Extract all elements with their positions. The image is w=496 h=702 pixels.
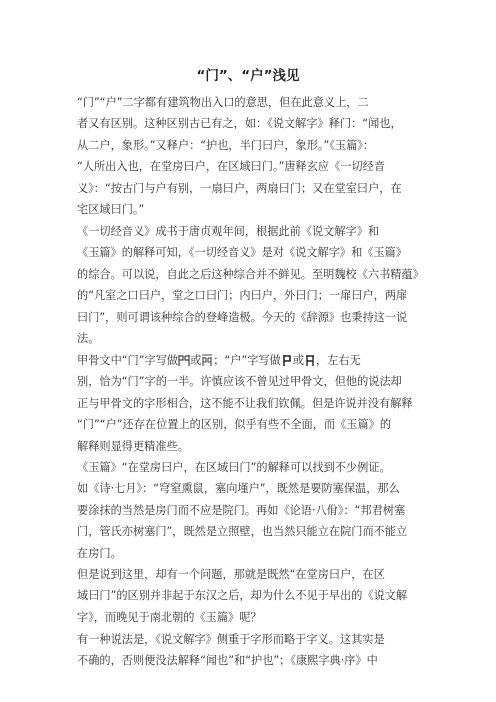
oracle-bone-hu-variant-glyph-icon — [304, 354, 316, 367]
text-line: 如《诗·七月》：“穹窒熏鼠，塞向墐户”，既然是要防塞保温，那么 — [77, 482, 400, 496]
text-line: “人所出入也，在堂房曰户，在区域曰门。”唐释玄应《一切经音 — [77, 160, 386, 174]
line-text-pre: 甲骨文中“门”字写做 — [77, 354, 179, 367]
paragraph-1 — [77, 92, 427, 220]
text-line: 门，管氏亦树塞门”，既然是立照壁，也当然只能立在院门而不能立 — [77, 525, 408, 539]
line-text-mid: ；“户”字写做 — [213, 354, 281, 367]
paragraph-5 — [77, 564, 427, 628]
text-line: 字》，而晚见于南北朝的《玉篇》呢？ — [77, 610, 262, 624]
text-line: 域曰门”的区别并非起于东汉之后，却为什么不见于早出的《说文解 — [77, 589, 408, 603]
text-line: 《玉篇》“在堂房曰户，在区域曰门”的解释可以找到不少例证。 — [77, 461, 391, 474]
oracle-bone-men-variant-glyph-icon — [201, 354, 213, 367]
paragraph-4 — [77, 457, 427, 564]
line-text-or: 或 — [190, 354, 202, 367]
text-line: “门”“户”二字都有建筑物出入口的意思，但在此意义上，二 — [77, 96, 369, 109]
text-line: 从二户，象形。”又释户：“护也，半门曰户，象形。”《玉篇》： — [77, 138, 375, 152]
text-line: 解释则显得更精准些。 — [77, 439, 189, 453]
paragraph-3 — [77, 350, 427, 457]
text-line: 《玉篇》的解释可知，《一切经音义》是对《说文解字》和《玉篇》 — [77, 246, 408, 260]
text-line-with-glyphs — [77, 350, 427, 371]
text-line: “门”“户”还存在位置上的区别，似乎有些不全面，而《玉篇》的 — [77, 418, 392, 432]
paragraph-2 — [77, 221, 427, 349]
line-text-or: 或 — [292, 354, 305, 367]
paragraph-6 — [77, 629, 427, 672]
document-title: “门”、“户”浅见 — [196, 68, 300, 84]
text-line: 者又有区别。这种区别古已有之，如：《说文解字》释门：“闻也， — [77, 117, 402, 131]
text-line: 义》：“按古门与户有别，一扇曰户，两扇曰门；又在堂室曰户，在 — [77, 181, 402, 195]
text-line: 正与甲骨文的字形相合，这不能不让我们钦佩。但是许说并没有解释 — [77, 396, 413, 410]
text-line: 别，恰为“门”字的一半。许慎应该不曾见过甲骨文，但他的说法却 — [77, 375, 402, 389]
oracle-bone-hu-glyph-icon — [281, 354, 293, 367]
text-line: 的“凡室之口曰户，堂之口曰门；内曰户，外曰门；一扉曰户，两扉 — [77, 289, 408, 303]
text-line: 不确的，否则便没法解释“闻也”和“护也”；《康熙字典·序》中 — [77, 654, 378, 668]
text-line: 《一切经音义》成书于唐贞观年间，根据此前《说文解字》和 — [77, 225, 380, 238]
text-line: 曰门”，则可谓该种综合的登峰造极。今天的《辞源》也秉持这一说 — [77, 310, 408, 324]
text-line: 要涂抹的当然是房门而不应是院门。再如《论语·八佾》：“邦君树塞 — [77, 503, 406, 517]
text-line: 但是说到这里，却有一个问题，那就是既然“在堂房曰户，在区 — [77, 568, 385, 581]
text-line: 法。 — [77, 331, 100, 345]
text-line: 宅区域曰门。” — [77, 202, 145, 216]
text-line: 的综合。可以说，自此之后这种综合并不鲜见。至明魏校《六书精蕴》 — [77, 267, 424, 281]
text-line: 有一种说法是，《说文解字》侧重于字形而略于字义。这其实是 — [77, 633, 385, 646]
text-line: 在房门。 — [77, 546, 122, 560]
line-text-post: ，左右无 — [316, 354, 361, 367]
oracle-bone-men-glyph-icon — [178, 354, 190, 367]
